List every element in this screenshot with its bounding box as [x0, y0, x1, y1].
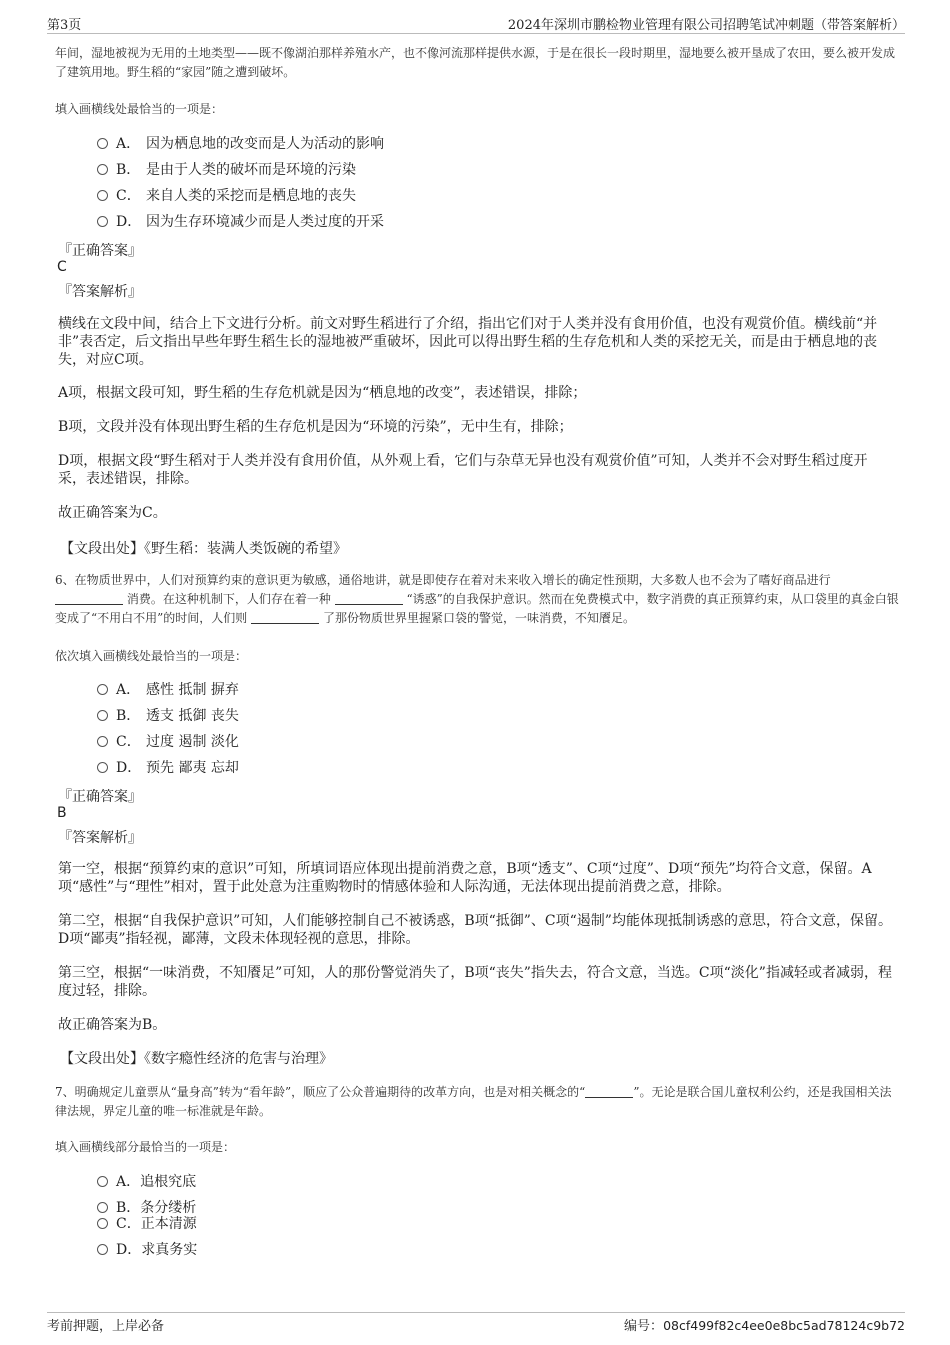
radio-icon[interactable]	[97, 1244, 108, 1255]
q6-answer: B	[57, 805, 67, 821]
q5-analysis-label: 『答案解析』	[58, 284, 142, 300]
q7-option-c[interactable]: C．正本清源	[97, 1213, 197, 1235]
q5-analysis-conclusion: 故正确答案为C。	[58, 505, 167, 521]
radio-icon[interactable]	[97, 762, 108, 773]
q7-option-b[interactable]: B．条分缕析	[97, 1197, 196, 1219]
q6-answer-label: 『正确答案』	[58, 789, 142, 805]
q5-option-a[interactable]: A． 因为栖息地的改变而是人为活动的影响	[97, 133, 384, 155]
q5-option-d[interactable]: D． 因为生存环境减少而是人类过度的开采	[97, 211, 384, 233]
q6-blank-3	[251, 611, 319, 624]
q6-option-a[interactable]: A． 感性 抵制 摒弃	[97, 679, 239, 701]
q6-source: 【文段出处】《数字瘾性经济的危害与治理》	[60, 1051, 333, 1067]
radio-icon[interactable]	[97, 1176, 108, 1187]
q6-blank-1	[55, 592, 123, 605]
q7-blank	[585, 1085, 633, 1098]
q5-passage: 年间，湿地被视为无用的土地类型——既不像湖泊那样养殖水产，也不像河流那样提供水源，于是在很长一段时期里，湿地要么被开垦成了农田，要么被开发成了建筑用地。野生稻的“家园”随之遭到破坏。	[55, 46, 896, 79]
q5-analysis-b: B项，文段并没有体现出野生稻的生存危机是因为“环境的污染”，无中生有，排除；	[58, 419, 573, 435]
radio-icon[interactable]	[97, 138, 108, 149]
radio-icon[interactable]	[97, 1202, 108, 1213]
q6-analysis-1: 第一空，根据“预算约束的意识”可知，所填词语应体现出提前消费之意，B项“透支”、C项“过度”、D项“预先”均符合文意，保留。A项“感性”与“理性”相对，置于此处意为注重购物时的情感体验和人际沟通，无法体现出提前消费之意，排除。	[58, 861, 872, 895]
q6-analysis-conclusion: 故正确答案为B。	[58, 1017, 167, 1033]
radio-icon[interactable]	[97, 1218, 108, 1229]
q5-analysis-d: D项，根据文段“野生稻对于人类并没有食用价值，从外观上看，它们与杂草无异也没有观赏价值”可知，人类并不会对野生稻过度开采，表述错误，排除。	[58, 453, 868, 487]
page-number: 第3页	[47, 18, 82, 33]
page-header	[47, 13, 905, 34]
q6-prompt: 依次填入画横线处最恰当的一项是：	[55, 649, 248, 663]
q6-blank-2	[335, 592, 403, 605]
page-footer	[47, 1312, 905, 1333]
radio-icon[interactable]	[97, 216, 108, 227]
q7-option-d[interactable]: D．求真务实	[97, 1239, 197, 1261]
q5-answer-label: 『正确答案』	[58, 243, 142, 259]
q6-stem: 6、在物质世界中，人们对预算约束的意识更为敏感，通俗地讲，就是即使存在着对未来收入增长的确定性预期，大多数人也不会为了嗜好商品进行 消费。在这种机制下，人们存在着一种 “诱惑”的自我保护意识。然而在免费模式中，数字消费的真正预算约束，从口袋里的真金白银变成了“不用白不用”的时间，人们则 了那份物质世界里握紧口袋的警觉，一味消费，不知餍足。	[55, 573, 899, 625]
q5-option-c[interactable]: C． 来自人类的采挖而是栖息地的丧失	[97, 185, 356, 207]
q6-analysis-3: 第三空，根据“一味消费，不知餍足”可知，人的那份警觉消失了，B项“丧失”指失去，符合文意，当选。C项“淡化”指减轻或者减弱，程度过轻，排除。	[58, 965, 892, 999]
q5-analysis-main: 横线在文段中间，结合上下文进行分析。前文对野生稻进行了介绍，指出它们对于人类并没有食用价值，也没有观赏价值。横线前“并非”表否定，后文指出早些年野生稻生长的湿地被严重破坏，因此可以得出野生稻的生存危机和人类的采挖无关，而是由于栖息地的丧失，对应C项。	[58, 316, 878, 368]
q7-option-a[interactable]: A．追根究底	[97, 1171, 196, 1193]
document-title: 2024年深圳市鹏检物业管理有限公司招聘笔试冲刺题（带答案解析）	[507, 18, 905, 33]
radio-icon[interactable]	[97, 736, 108, 747]
q7-prompt: 填入画横线部分最恰当的一项是：	[55, 1140, 236, 1154]
radio-icon[interactable]	[97, 164, 108, 175]
q6-option-c[interactable]: C． 过度 遏制 淡化	[97, 731, 239, 753]
radio-icon[interactable]	[97, 710, 108, 721]
q7-stem: 7、明确规定儿童票从“量身高”转为“看年龄”，顺应了公众普遍期待的改革方向，也是对相关概念的“ ”。无论是联合国儿童权利公约，还是我国相关法律法规，界定儿童的唯一标准就是年龄。	[55, 1085, 892, 1118]
q5-source: 【文段出处】《野生稻：装满人类饭碗的希望》	[60, 541, 347, 557]
footer-slogan: 考前押题，上岸必备	[47, 1319, 165, 1334]
q6-option-d[interactable]: D． 预先 鄙夷 忘却	[97, 757, 239, 779]
q5-answer: C	[57, 259, 67, 275]
q6-analysis-label: 『答案解析』	[58, 830, 142, 846]
q5-option-b[interactable]: B． 是由于人类的破坏而是环境的污染	[97, 159, 356, 181]
document-code: 编号：08cf499f82c4ee0e8bc5ad78124c9b72	[624, 1318, 905, 1334]
q5-analysis-a: A项，根据文段可知，野生稻的生存危机就是因为“栖息地的改变”，表述错误，排除；	[58, 385, 587, 401]
q6-analysis-2: 第二空，根据“自我保护意识”可知，人们能够控制自己不被诱惑，B项“抵御”、C项“遏制”均能体现抵制诱惑的意思，符合文意，保留。D项“鄙夷”指轻视，鄙薄，文段未体现轻视的意思，排除。	[58, 913, 892, 947]
radio-icon[interactable]	[97, 684, 108, 695]
radio-icon[interactable]	[97, 190, 108, 201]
q6-option-b[interactable]: B． 透支 抵御 丧失	[97, 705, 239, 727]
q5-prompt: 填入画横线处最恰当的一项是：	[55, 102, 224, 116]
